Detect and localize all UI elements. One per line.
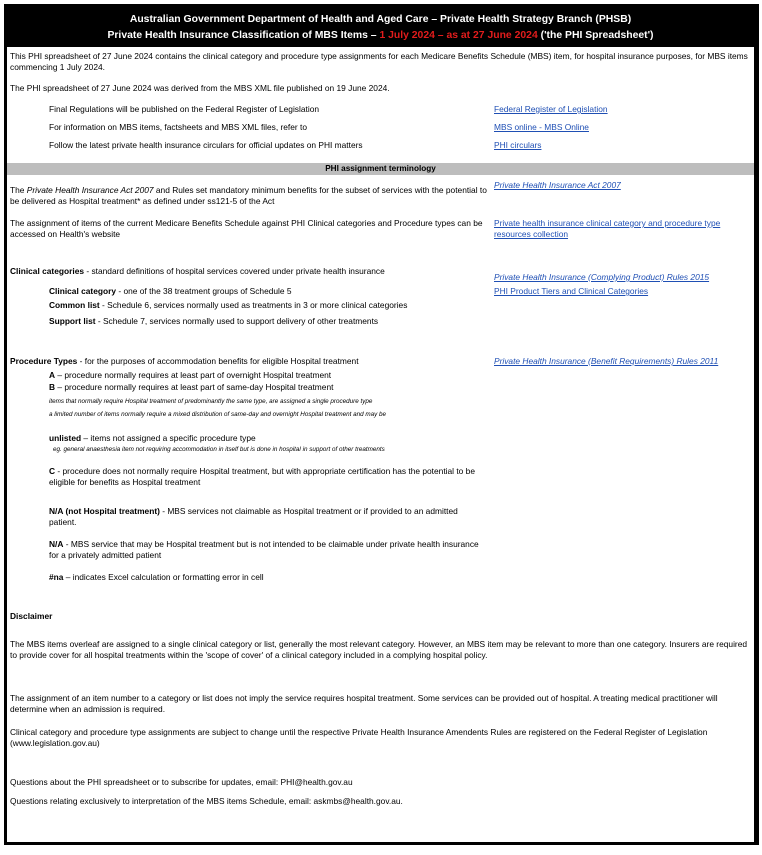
procedure-note-3: eg. general anaesthesia item not requiring accommodation in itself but is done in hospital in support of other treatments bbox=[53, 446, 385, 453]
contact-askmbs: Questions relating exclusively to interpretation of the MBS items Schedule, email: askmbs@health.gov.au. bbox=[10, 796, 403, 806]
clinical-category-item bbox=[49, 286, 292, 297]
type-c-term: C bbox=[49, 466, 56, 476]
disclaimer-heading: Disclaimer bbox=[10, 611, 53, 621]
support-list-term: Support list bbox=[49, 316, 96, 326]
intro-paragraph-2: The PHI spreadsheet of 27 June 2024 was derived from the MBS XML file published on 19 June 2024. bbox=[10, 83, 390, 93]
clinical-category-term: Clinical category bbox=[49, 286, 117, 296]
procedure-types-heading bbox=[10, 356, 359, 367]
na-not-hospital-desc: - MBS services not claimable as Hospital treatment or if provided to an admitted patient. bbox=[49, 506, 458, 527]
header-date-range: 1 July 2024 – as at 27 June 2024 bbox=[379, 30, 538, 41]
link-complying-product-rules[interactable]: Private Health Insurance (Complying Product) Rules 2015 bbox=[494, 272, 710, 282]
act-post: and Rules set mandatory minimum benefits for the subset of services with the potential to be delivered as Hospital treatment* as defined under ss121-5 of the Act bbox=[10, 185, 487, 206]
terminology-heading: PHI assignment terminology bbox=[7, 163, 754, 175]
type-c-desc: - procedure does not normally require Hospital treatment, but with appropriate certification has the potential to be eligible for benefits as Hospital treatment bbox=[49, 466, 475, 487]
resource-text-circulars: Follow the latest private health insurance circulars for official updates on PHI matters bbox=[49, 140, 363, 150]
common-list-desc: - Schedule 6, services normally used as treatments in 3 or more clinical categories bbox=[99, 300, 408, 310]
link-phi-circulars[interactable]: PHI circulars bbox=[494, 140, 542, 150]
phi-spreadsheet-cover-sheet bbox=[4, 4, 759, 845]
hash-na-term: #na bbox=[49, 572, 64, 582]
na-term: N/A bbox=[49, 539, 64, 549]
na-desc: - MBS service that may be Hospital treatment but is not intended to be claimable under private health insurance for a privately admitted patient bbox=[49, 539, 479, 560]
intro-paragraph-1: This PHI spreadsheet of 27 June 2024 contains the clinical category and procedure type assignments for each Medicare Benefits Schedule (MBS) item, for hospital insurance purposes, for MBS items commencing 1 July 2024. bbox=[10, 51, 748, 72]
clinical-category-desc: - one of the 38 treatment groups of Schedule 5 bbox=[116, 286, 292, 296]
type-b-term: B bbox=[49, 382, 56, 392]
hash-na-desc: – indicates Excel calculation or formatting error in cell bbox=[63, 572, 264, 582]
procedure-type-na-not-hospital bbox=[49, 506, 479, 528]
disclaimer-paragraph-3: Clinical category and procedure type assignments are subject to change until the respective Private Health Insurance Amendents Rules are registered on the Federal Register of Legislation (www.legislation.gov.au) bbox=[10, 727, 708, 748]
procedure-type-a bbox=[49, 370, 331, 381]
procedure-type-hash-na bbox=[49, 572, 264, 583]
procedure-note-2: a limited number of items normally require a mixed distribution of same-day and overnight Hospital treatment and may be bbox=[49, 411, 387, 418]
disclaimer-paragraph-1: The MBS items overleaf are assigned to a single clinical category or list, generally the most relevant category. However, an MBS item may be relevant to more than one category. Insurers are required to provide cover for all hospital treatments within the 'scope of cover' of a clinical category included in a complying hospital policy. bbox=[10, 639, 748, 660]
procedure-title: Procedure Types bbox=[10, 356, 78, 366]
assignment-paragraph: The assignment of items of the current Medicare Benefits Schedule against PHI Clinical categories and Procedure types can be accessed on Health's website bbox=[10, 218, 483, 239]
act-name: Private Health Insurance Act 2007 bbox=[26, 185, 154, 195]
support-list-item bbox=[49, 316, 378, 327]
procedure-type-b bbox=[49, 382, 333, 393]
resource-text-mbs: For information on MBS items, factsheets and MBS XML files, refer to bbox=[49, 122, 308, 132]
link-mbs-online[interactable]: MBS online - MBS Online bbox=[494, 122, 589, 132]
support-list-desc: - Schedule 7, services normally used to support delivery of other treatments bbox=[95, 316, 379, 326]
unlisted-term: unlisted bbox=[49, 433, 82, 443]
type-a-term: A bbox=[49, 370, 56, 380]
header-subtitle-suffix: ('the PHI Spreadsheet') bbox=[537, 30, 654, 41]
contact-phi: Questions about the PHI spreadsheet or to subscribe for updates, email: PHI@health.gov.au bbox=[10, 777, 353, 787]
header-subtitle bbox=[7, 30, 754, 41]
procedure-type-unlisted bbox=[49, 433, 256, 444]
link-benefit-requirements-rules[interactable]: Private Health Insurance (Benefit Requirements) Rules 2011 bbox=[494, 356, 719, 366]
type-b-desc: – procedure normally requires at least part of same-day Hospital treatment bbox=[55, 382, 334, 392]
procedure-title-rest: - for the purposes of accommodation benefits for eligible Hospital treatment bbox=[77, 356, 359, 366]
link-federal-register[interactable]: Federal Register of Legislation bbox=[494, 104, 608, 114]
link-category-resources[interactable]: Private health insurance clinical category and procedure type resources collection bbox=[494, 218, 721, 239]
type-a-desc: – procedure normally requires at least part of overnight Hospital treatment bbox=[55, 370, 332, 380]
procedure-type-na bbox=[49, 539, 489, 561]
clinical-categories-heading bbox=[10, 266, 385, 277]
clinical-title: Clinical categories bbox=[10, 266, 85, 276]
common-list-item bbox=[49, 300, 407, 311]
disclaimer-paragraph-2: The assignment of an item number to a category or list does not imply the service requires hospital treatment. Some services can be provided out of hospital. A treating medical practitioner will determine when an admission is required. bbox=[10, 693, 718, 714]
header-banner bbox=[7, 7, 754, 47]
act-paragraph bbox=[10, 185, 492, 207]
link-product-tiers[interactable]: PHI Product Tiers and Clinical Categories bbox=[494, 286, 649, 296]
clinical-title-rest: - standard definitions of hospital services covered under private health insurance bbox=[84, 266, 385, 276]
common-list-term: Common list bbox=[49, 300, 100, 310]
na-not-hospital-term: N/A (not Hospital treatment) bbox=[49, 506, 160, 516]
link-phi-act-2007[interactable]: Private Health Insurance Act 2007 bbox=[494, 180, 621, 190]
header-subtitle-prefix: Private Health Insurance Classification of MBS Items – bbox=[107, 30, 380, 41]
procedure-type-c bbox=[49, 466, 479, 488]
header-title: Australian Government Department of Health and Aged Care – Private Health Strategy Branch (PHSB) bbox=[129, 14, 632, 25]
resource-text-register: Final Regulations will be published on the Federal Register of Legislation bbox=[49, 104, 320, 114]
unlisted-desc: – items not assigned a specific procedure type bbox=[81, 433, 256, 443]
act-pre: The bbox=[10, 185, 27, 195]
procedure-note-1: items that normally require Hospital treatment of predominantly the same type, are assigned a single procedure type bbox=[49, 398, 373, 405]
